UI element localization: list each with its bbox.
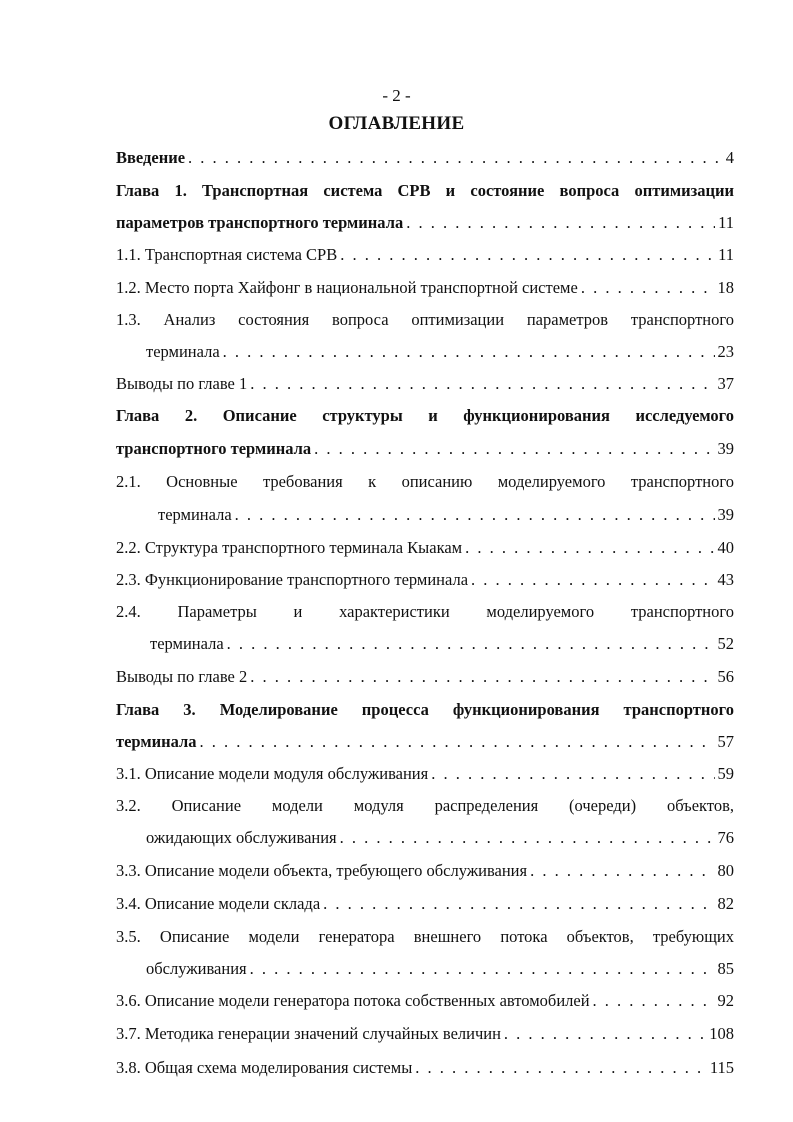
toc-entry-1-3 [116,307,734,333]
dot-leader [250,371,714,397]
dot-leader [406,210,715,236]
toc-entry-page: 108 [709,1024,734,1043]
toc-entry-page: 56 [717,667,734,686]
toc-entry-2-4-cont [150,631,734,657]
dot-leader [340,825,715,851]
toc-entry-3-4 [116,891,734,917]
toc-entry-3-7 [116,1021,734,1047]
toc-entry-title: 3.4. Описание модели склада [116,894,321,913]
toc-entry-1-1 [116,242,734,268]
toc-entry-title: 1.3. Анализ состояния вопроса оптимизации параметров транспортного [116,310,734,329]
toc-entry-title-cont: параметров транспортного терминала [116,213,404,232]
dot-leader [227,631,715,657]
toc-entry-title: 3.5. Описание модели генератора внешнего потока объектов, требующих [116,927,734,946]
dot-leader [323,891,714,917]
toc-entry-3-8 [116,1055,734,1081]
toc-entry-page: 43 [717,570,734,589]
dot-leader [314,436,714,462]
toc-entry-title: 2.3. Функционирование транспортного терминала [116,570,469,589]
toc-entry-page: 11 [718,245,734,264]
toc-entry-3-2 [116,793,734,819]
toc-entry-title: 2.2. Структура транспортного терминала Кыакам [116,538,463,557]
toc-entry-title-cont: терминала [158,505,232,524]
toc-entry-page: 115 [709,1058,734,1077]
toc-entry-introduction [116,145,734,171]
toc-entry-conclusions-1 [116,371,734,397]
toc-entry-title: Глава 3. Моделирование процесса функционирования транспортного [116,700,734,719]
dot-leader [530,858,714,884]
toc-entry-page: 39 [717,439,734,458]
page-number: - 2 - [382,86,411,105]
toc-entry-title: 3.1. Описание модели модуля обслуживания [116,764,429,783]
dot-leader [465,535,714,561]
toc-entry-title-cont: терминала [146,342,220,361]
toc-entry-title: 1.2. Место порта Хайфонг в национальной транспортной системе [116,278,578,297]
toc-entry-title: Введение [116,148,186,167]
toc-entry-page: 40 [717,538,734,557]
toc-entry-title: 3.8. Общая схема моделирования системы [116,1058,413,1077]
toc-title: ОГЛАВЛЕНИЕ [328,113,465,134]
toc-entry-page: 11 [718,213,734,232]
toc-entry-page: 4 [725,148,734,167]
toc-entry-title: 1.1. Транспортная система СРВ [116,245,338,264]
toc-entry-2-4 [116,599,734,625]
toc-entry-title-cont: ожидающих обслуживания [146,828,337,847]
toc-entry-chapter-2-cont [116,436,734,462]
toc-entry-page: 80 [717,861,734,880]
toc-entry-title-cont: терминала [150,634,224,653]
toc-entry-chapter-3-cont [116,729,734,755]
dot-leader [415,1055,707,1081]
dot-leader [188,145,723,171]
toc-entry-3-1 [116,761,734,787]
toc-entry-title: 2.1. Основные требования к описанию моделируемого транспортного [116,472,734,491]
dot-leader [471,567,714,593]
toc-entry-page: 18 [717,278,734,297]
toc-entry-1-2 [116,275,734,301]
toc-entry-page: 23 [717,342,734,361]
toc-entry-chapter-1 [116,178,734,204]
toc-entry-page: 76 [717,828,734,847]
toc-entry-title: 3.2. Описание модели модуля распределения (очереди) объектов, [116,796,734,815]
toc-entry-2-2 [116,535,734,561]
toc-entry-chapter-2 [116,403,734,429]
toc-entry-2-3 [116,567,734,593]
toc-entry-title: 3.3. Описание модели объекта, требующего обслуживания [116,861,528,880]
toc-entry-chapter-1-cont [116,210,734,236]
toc-entry-2-1-cont [158,502,734,528]
toc-entry-title: Глава 2. Описание структуры и функционирования исследуемого [116,406,734,425]
dot-leader [200,729,715,755]
toc-entry-title: Глава 1. Транспортная система СРВ и состояние вопроса оптимизации [116,181,734,200]
toc-entry-2-1 [116,469,734,495]
toc-entry-page: 57 [717,732,734,751]
dot-leader [235,502,715,528]
toc-entry-3-5-cont [146,956,734,982]
dot-leader [593,988,715,1014]
toc-entry-3-5 [116,924,734,950]
toc-entry-page: 85 [717,959,734,978]
toc-entry-3-3 [116,858,734,884]
toc-entry-3-2-cont [146,825,734,851]
toc-entry-page: 59 [717,764,734,783]
toc-entry-title: Выводы по главе 2 [116,667,248,686]
toc-entry-page: 52 [717,634,734,653]
toc-entry-chapter-3 [116,697,734,723]
toc-entry-3-6 [116,988,734,1014]
toc-entry-page: 37 [717,374,734,393]
toc-entry-page: 82 [717,894,734,913]
toc-entry-page: 92 [717,991,734,1010]
toc-entry-1-3-cont [146,339,734,365]
dot-leader [223,339,715,365]
toc-entry-title: 2.4. Параметры и характеристики моделируемого транспортного [116,602,734,621]
dot-leader [504,1021,706,1047]
toc-entry-page: 39 [717,505,734,524]
toc-entry-title: 3.6. Описание модели генератора потока собственных автомобилей [116,991,590,1010]
dot-leader [340,242,715,268]
toc-entry-conclusions-2 [116,664,734,690]
dot-leader [250,956,715,982]
dot-leader [250,664,714,690]
toc-entry-title-cont: транспортного терминала [116,439,312,458]
toc-entry-title: Выводы по главе 1 [116,374,248,393]
toc-entry-title-cont: терминала [116,732,197,751]
dot-leader [431,761,714,787]
dot-leader [581,275,715,301]
toc-entry-title-cont: обслуживания [146,959,247,978]
toc-entry-title: 3.7. Методика генерации значений случайных величин [116,1024,501,1043]
